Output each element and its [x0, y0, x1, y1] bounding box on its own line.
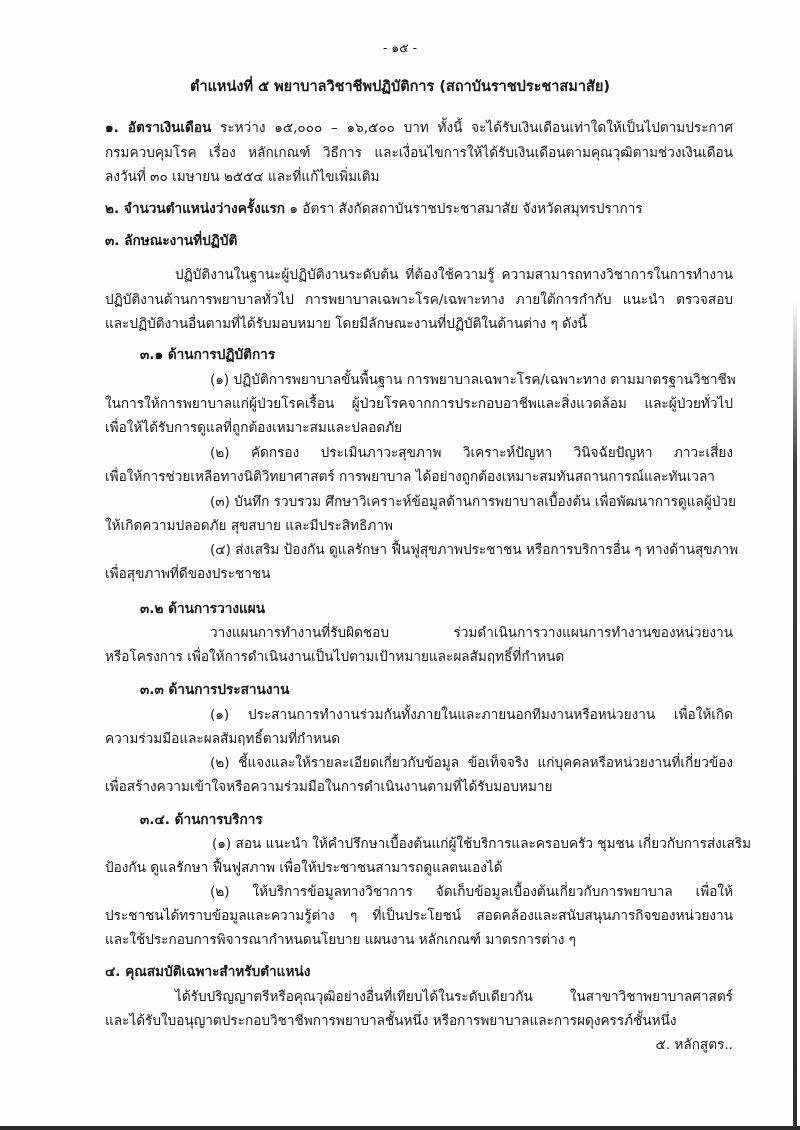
section-3-1-item-1-line-2: ในการให้การพยาบาลแก่ผู้ป่วยโรคเรื้อน ผู้ป่วยโรคจากการประกอบอาชีพและสิ่งแวดล้อม และผู้ป่วยทั่วไป	[105, 396, 733, 412]
section-2-text: ๑ อัตรา สังกัดสถาบันราชประชาสมาสัย จังหวัดสมุทรปราการ	[285, 201, 643, 217]
section-3-4-heading: ๓.๔. ด้านการบริการ	[140, 812, 263, 828]
section-1-heading: ๑. อัตราเงินเดือน	[105, 120, 212, 136]
section-3-4-item-2-line-1: (๒) ให้บริการข้อมูลทางวิชาการ จัดเก็บข้อมูลเบื้องต้นเกี่ยวกับการพยาบาล เพื่อให้	[210, 884, 733, 900]
section-1-line-2: กรมควบคุมโรค เรื่อง หลักเกณฑ์ วิธีการ และเงื่อนไขการให้ได้รับเงินเดือนตามคุณวุฒิตามช่วงเงินเดือน	[105, 145, 733, 161]
section-3-1-item-3-line-2: ให้เกิดความปลอดภัย สุขสบาย และมีประสิทธิภาพ	[105, 518, 393, 534]
page-number: - ๑๕ -	[382, 40, 418, 55]
section-3-4-item-1-line-1: (๑) สอน แนะนำ ให้คำปรึกษาเบื้องต้นแก่ผู้ใช้บริการและครอบครัว ชุมชน เกี่ยวกับการส่งเสริม	[212, 836, 752, 852]
section-3-heading: ๓. ลักษณะงานที่ปฏิบัติ	[105, 233, 238, 249]
section-3-3-item-1-line-2: ความร่วมมือและผลสัมฤทธิ์ตามที่กำหนด	[105, 731, 341, 747]
section-3-2-line-1: วางแผนการทำงานที่รับผิดชอบ ร่วมดำเนินการวางแผนการทำงานของหน่วยงาน	[210, 625, 733, 641]
page-title: ตำแหน่งที่ ๕ พยาบาลวิชาชีพปฏิบัติการ (สถาบันราชประชาสมาสัย)	[190, 79, 610, 95]
section-1-line-1	[105, 118, 733, 138]
section-3-1-item-4-line-1: (๔) ส่งเสริม ป้องกัน ดูแลรักษา ฟื้นฟูสุขภาพประชาชน หรือการบริการอื่น ๆ ทางด้านสุขภาพ	[210, 542, 739, 558]
section-3-3-item-2-line-1: (๒) ชี้แจงและให้รายละเอียดเกี่ยวกับข้อมูล ข้อเท็จจริง แก่บุคคลหรือหน่วยงานที่เกี่ยวข้อง	[210, 755, 733, 771]
section-2-heading: ๒. จำนวนตำแหน่งว่างครั้งแรก	[105, 201, 286, 217]
section-3-1-item-2-line-2: เพื่อให้การช่วยเหลือทางนิติวิทยาศาสตร์ การพยาบาล ได้อย่างถูกต้องเหมาะสมทันสถานการณ์และทันเวลา	[105, 469, 715, 485]
section-3-intro-line-1: ปฏิบัติงานในฐานะผู้ปฏิบัติงานระดับต้น ที่ต้องใช้ความรู้ ความสามารถทางวิชาการในการทำงาน	[175, 267, 733, 283]
section-3-1-heading: ๓.๑ ด้านการปฏิบัติการ	[140, 347, 276, 363]
section-3-4-item-2-line-3: และใช้ประกอบการพิจารณากำหนดนโยบาย แผนงาน หลักเกณฑ์ มาตรการต่าง ๆ	[105, 932, 576, 948]
section-3-3-item-2-line-2: เพื่อสร้างความเข้าใจหรือความร่วมมือในการดำเนินงานตามที่ได้รับมอบหมาย	[105, 779, 553, 795]
section-3-2-line-2: หรือโครงการ เพื่อให้การดำเนินงานเป็นไปตามเป้าหมายและผลสัมฤทธิ์ที่กำหนด	[105, 649, 565, 665]
section-1-line-1-text: ระหว่าง ๑๕,๐๐๐ – ๑๖,๕๐๐ บาท ทั้งนี้ จะได้รับเงินเดือนเท่าใดให้เป็นไปตามประกาศ	[211, 120, 733, 136]
section-2-line	[105, 199, 643, 219]
section-3-1-item-1-line-3: เพื่อให้ได้รับการดูแลที่ถูกต้องเหมาะสมและปลอดภัย	[105, 420, 403, 436]
section-3-2-heading: ๓.๒ ด้านการวางแผน	[140, 601, 265, 617]
scan-edge-right	[793, 300, 797, 1130]
section-4-line-2: และได้รับใบอนุญาตประกอบวิชาชีพการพยาบาลชั้นหนึ่ง หรือการพยาบาลและการผดุงครรภ์ชั้นหนึ่ง	[105, 1013, 677, 1029]
continuation-marker: ๕. หลักสูตร..	[655, 1037, 733, 1053]
section-3-1-item-1-line-1: (๑) ปฏิบัติการพยาบาลขั้นพื้นฐาน การพยาบาลเฉพาะโรค/เฉพาะทาง ตามมาตรฐานวิชาชีพ	[210, 372, 736, 388]
section-4-heading: ๔. คุณสมบัติเฉพาะสำหรับตำแหน่ง	[105, 964, 311, 980]
section-3-1-item-4-line-2: เพื่อสุขภาพที่ดีของประชาชน	[105, 566, 271, 582]
section-1-line-3: ลงวันที่ ๓๐ เมษายน ๒๕๕๔ และที่แก้ไขเพิ่มเติม	[105, 169, 380, 185]
section-3-4-item-2-line-2: ประชาชนได้ทราบข้อมูลและความรู้ต่าง ๆ ที่เป็นประโยชน์ สอดคล้องและสนับสนุนภารกิจของหน่วยงาน	[105, 908, 733, 924]
section-3-4-item-1-line-2: ป้องกัน ดูแลรักษา ฟื้นฟูสภาพ เพื่อให้ประชาชนสามารถดูแลตนเองได้	[105, 860, 503, 876]
scan-edge-bottom	[0, 1126, 800, 1130]
section-3-intro-line-3: และปฏิบัติงานอื่นตามที่ได้รับมอบหมาย โดยมีลักษณะงานที่ปฏิบัติในด้านต่าง ๆ ดังนี้	[105, 316, 587, 332]
section-4-line-1: ได้รับปริญญาตรีหรือคุณวุฒิอย่างอื่นที่เทียบได้ในระดับเดียวกัน ในสาขาวิชาพยาบาลศาสตร์	[175, 989, 733, 1005]
section-3-1-item-2-line-1: (๒) คัดกรอง ประเมินภาวะสุขภาพ วิเคราะห์ปัญหา วินิจฉัยปัญหา ภาวะเสี่ยง	[210, 445, 733, 461]
section-3-3-item-1-line-1: (๑) ประสานการทำงานร่วมกันทั้งภายในและภายนอกทีมงานหรือหน่วยงาน เพื่อให้เกิด	[210, 707, 733, 723]
section-3-3-heading: ๓.๓ ด้านการประสานงาน	[140, 682, 290, 698]
section-3-1-item-3-line-1: (๓) บันทึก รวบรวม ศึกษาวิเคราะห์ข้อมูลด้านการพยาบาลเบื้องต้น เพื่อพัฒนาการดูแลผู้ป่วย	[210, 494, 737, 510]
section-3-intro-line-2: ปฏิบัติงานด้านการพยาบาลทั่วไป การพยาบาลเฉพาะโรค/เฉพาะทาง ภายใต้การกำกับ แนะนำ ตรวจสอบ	[105, 292, 733, 308]
